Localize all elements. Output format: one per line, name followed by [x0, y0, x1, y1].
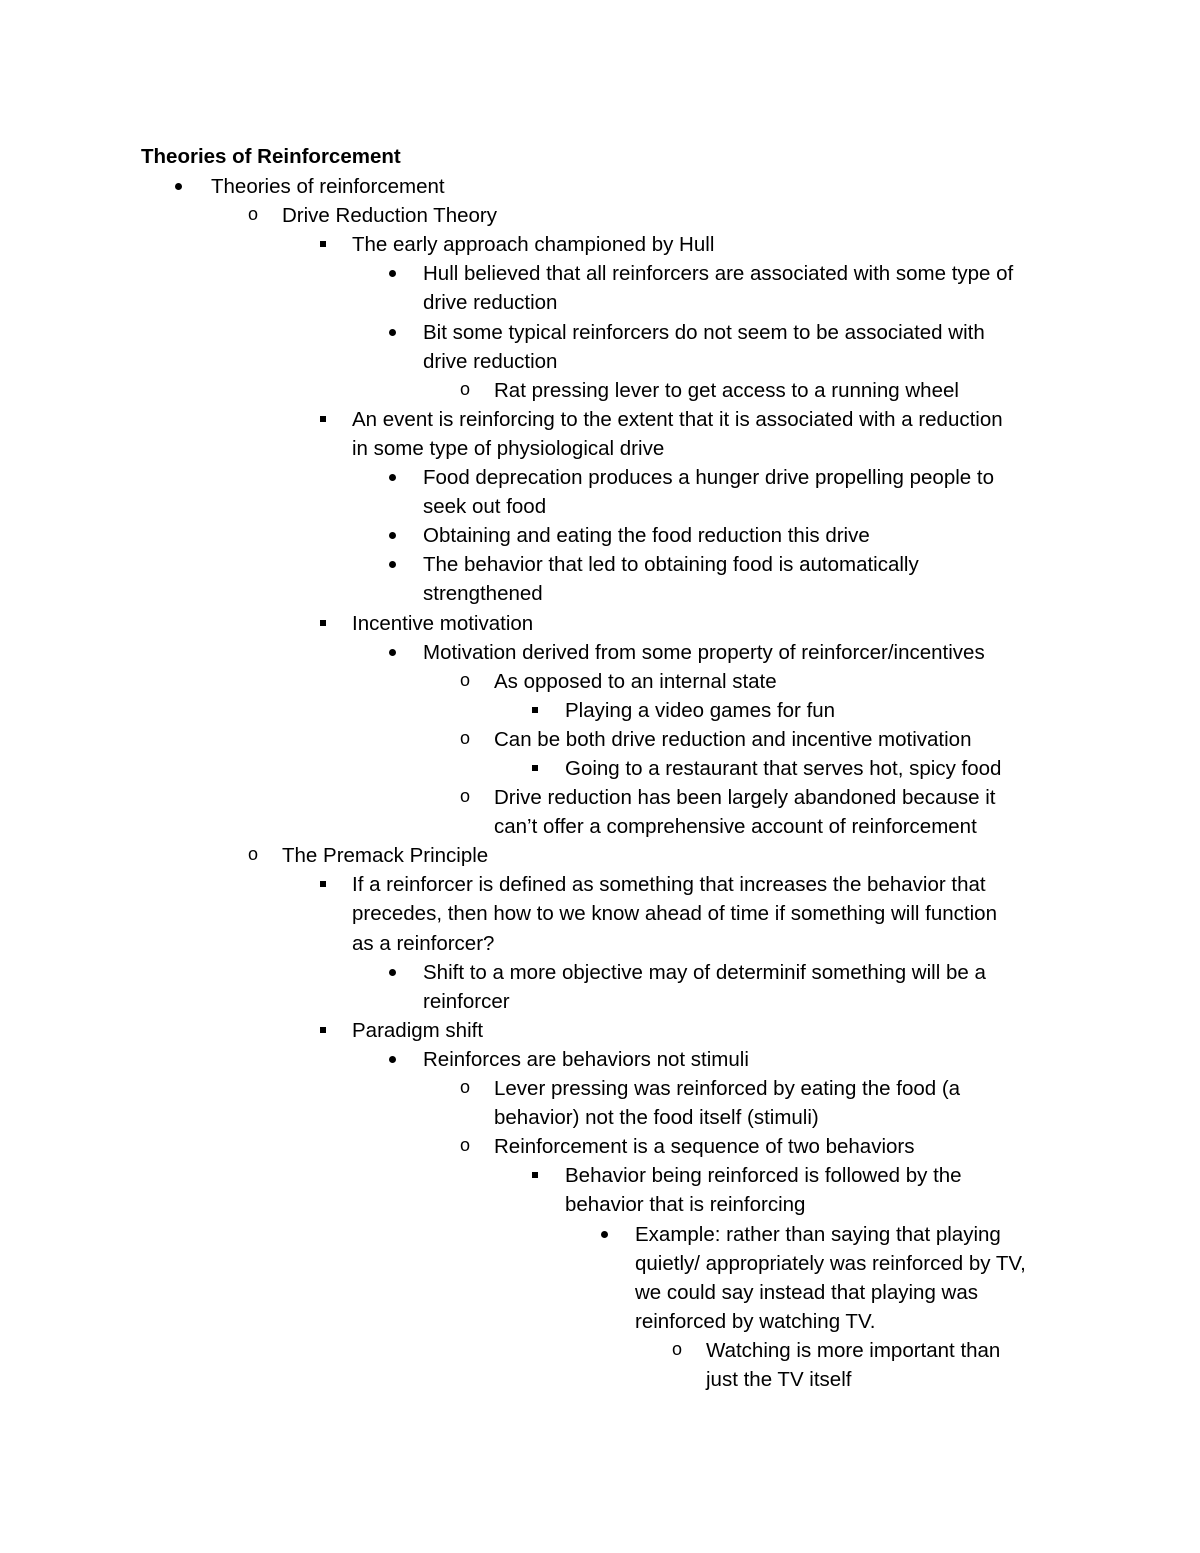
list-item: [0, 1016, 1200, 1045]
list-item-line: behavior that is reinforcing: [565, 1193, 806, 1217]
list-item-line: Motivation derived from some property of reinforcer/incentives: [423, 640, 985, 664]
square-bullet-icon: [319, 405, 339, 434]
list-item-line: Paradigm shift: [352, 1018, 484, 1042]
list-item-line: Shift to a more objective may of determinif something will be a: [423, 960, 986, 984]
list-item-text: [494, 376, 1070, 405]
list-item-line: as a reinforcer?: [352, 931, 495, 955]
square-bullet-icon: [319, 1016, 339, 1045]
list-item-line: The behavior that led to obtaining food is automatically: [423, 553, 919, 577]
list-item-text: [494, 725, 1070, 754]
list-item: [0, 230, 1200, 259]
list-item-text: [352, 870, 1070, 957]
list-item-line: Hull believed that all reinforcers are associated with some type of: [423, 262, 1014, 286]
list-item-line: Drive reduction has been largely abandoned because it: [494, 786, 996, 810]
disc-bullet-icon: [175, 172, 195, 201]
disc-bullet-icon: [389, 1045, 409, 1074]
list-item-text: [565, 1161, 1070, 1219]
list-item: [0, 405, 1200, 463]
list-item-text: [494, 667, 1070, 696]
square-bullet-icon: [531, 1161, 551, 1190]
list-item: [0, 783, 1200, 841]
list-item-line: Theories of reinforcement: [211, 175, 445, 198]
list-item-line: Rat pressing lever to get access to a running wheel: [494, 378, 959, 402]
circle-bullet-icon: o: [460, 786, 471, 807]
document-title: Theories of Reinforcement: [141, 145, 401, 168]
list-item-line: Lever pressing was reinforced by eating the food (a: [494, 1077, 961, 1101]
list-item: [0, 667, 1200, 696]
list-item-line: Watching is more important than: [706, 1339, 1001, 1362]
list-item-text: [494, 1074, 1070, 1132]
list-item-line: Behavior being reinforced is followed by the: [565, 1164, 962, 1188]
list-item: [0, 696, 1200, 725]
circle-bullet-icon: o: [460, 1077, 471, 1098]
list-item-line: Playing a video games for fun: [565, 698, 836, 722]
list-item-line: strengthened: [423, 582, 543, 606]
list-item-text: [352, 405, 1070, 463]
disc-bullet-icon: [389, 958, 409, 987]
list-item-line: reinforcer: [423, 989, 510, 1013]
list-item-text: [706, 1336, 1070, 1394]
list-item-line: Food deprecation produces a hunger drive propelling people to: [423, 466, 994, 489]
list-item: [0, 958, 1200, 1016]
list-item-text: [352, 1016, 1070, 1045]
list-item: [0, 638, 1200, 667]
list-item-text: [352, 230, 1070, 259]
list-item-text: [494, 1132, 1070, 1161]
list-item-line: An event is reinforcing to the extent that it is associated with a reduction: [352, 407, 1003, 431]
list-item-line: seek out food: [423, 495, 547, 519]
list-item-text: [211, 172, 1070, 201]
list-item-line: reinforced by watching TV.: [635, 1309, 876, 1333]
list-item-line: drive reduction: [423, 349, 558, 373]
list-item-text: [423, 638, 1070, 667]
list-item-text: [282, 841, 1070, 870]
list-item-line: Reinforces are behaviors not stimuli: [423, 1048, 749, 1071]
list-item-line: in some type of physiological drive: [352, 436, 665, 460]
list-item-text: [494, 783, 1070, 841]
circle-bullet-icon: o: [248, 204, 259, 225]
list-item: [0, 463, 1200, 521]
list-item-line: As opposed to an internal state: [494, 669, 777, 693]
list-item-text: [635, 1220, 1070, 1336]
list-item-line: Example: rather than saying that playing: [635, 1222, 1001, 1246]
list-item-line: behavior) not the food itself (stimuli): [494, 1106, 819, 1130]
list-item-line: If a reinforcer is defined as something that increases the behavior that: [352, 873, 986, 897]
list-item-text: [423, 463, 1070, 521]
disc-bullet-icon: [389, 638, 409, 667]
list-item-line: Can be both drive reduction and incentive motivation: [494, 727, 972, 751]
list-item: [0, 259, 1200, 317]
list-item: [0, 725, 1200, 754]
list-item-text: [423, 521, 1070, 550]
list-item-text: [423, 318, 1070, 376]
disc-bullet-icon: [389, 318, 409, 347]
list-item-text: [423, 550, 1070, 608]
list-item: [0, 1161, 1200, 1219]
list-item: [0, 754, 1200, 783]
list-item-line: quietly/ appropriately was reinforced by TV,: [635, 1251, 1026, 1275]
list-item: [0, 550, 1200, 608]
list-item-text: [423, 1045, 1070, 1074]
square-bullet-icon: [319, 230, 339, 259]
disc-bullet-icon: [389, 463, 409, 492]
list-item: [0, 1074, 1200, 1132]
list-item: [0, 1045, 1200, 1074]
list-item-text: [565, 696, 1070, 725]
list-item-text: [423, 259, 1070, 317]
list-item-line: can’t offer a comprehensive account of reinforcement: [494, 815, 977, 839]
disc-bullet-icon: [389, 259, 409, 288]
list-item: [0, 1336, 1200, 1394]
square-bullet-icon: [531, 754, 551, 783]
list-item: [0, 870, 1200, 957]
disc-bullet-icon: [389, 521, 409, 550]
circle-bullet-icon: o: [460, 727, 471, 748]
list-item-text: [352, 609, 1070, 638]
list-item-line: precedes, then how to we know ahead of time if something will function: [352, 902, 997, 926]
circle-bullet-icon: o: [248, 844, 259, 865]
list-item-line: just the TV itself: [706, 1368, 852, 1392]
square-bullet-icon: [531, 696, 551, 725]
list-item-text: [565, 754, 1070, 783]
list-item-line: Obtaining and eating the food reduction this drive: [423, 524, 870, 548]
list-item-line: Reinforcement is a sequence of two behaviors: [494, 1135, 915, 1159]
list-item: [0, 1220, 1200, 1336]
list-item-text: [423, 958, 1070, 1016]
list-item-line: Going to a restaurant that serves hot, spicy food: [565, 757, 1002, 780]
circle-bullet-icon: o: [460, 1135, 471, 1156]
list-item: [0, 609, 1200, 638]
list-item-line: Incentive motivation: [352, 611, 534, 635]
disc-bullet-icon: [389, 550, 409, 579]
disc-bullet-icon: [601, 1220, 621, 1249]
list-item-line: Bit some typical reinforcers do not seem to be associated with: [423, 320, 985, 344]
square-bullet-icon: [319, 870, 339, 899]
circle-bullet-icon: o: [460, 669, 471, 690]
list-item: [0, 318, 1200, 376]
list-item: [0, 201, 1200, 230]
list-item: [0, 1132, 1200, 1161]
list-item-line: drive reduction: [423, 291, 558, 315]
square-bullet-icon: [319, 609, 339, 638]
list-item-line: we could say instead that playing was: [635, 1280, 979, 1304]
circle-bullet-icon: o: [460, 378, 471, 399]
list-item: [0, 376, 1200, 405]
list-item: [0, 172, 1200, 201]
list-item-text: [282, 201, 1070, 230]
circle-bullet-icon: o: [672, 1339, 683, 1359]
list-item-line: Drive Reduction Theory: [282, 204, 497, 228]
list-item-line: The Premack Principle: [282, 844, 489, 868]
list-item-line: The early approach championed by Hull: [352, 233, 715, 257]
list-item: [0, 841, 1200, 870]
list-item: [0, 521, 1200, 550]
